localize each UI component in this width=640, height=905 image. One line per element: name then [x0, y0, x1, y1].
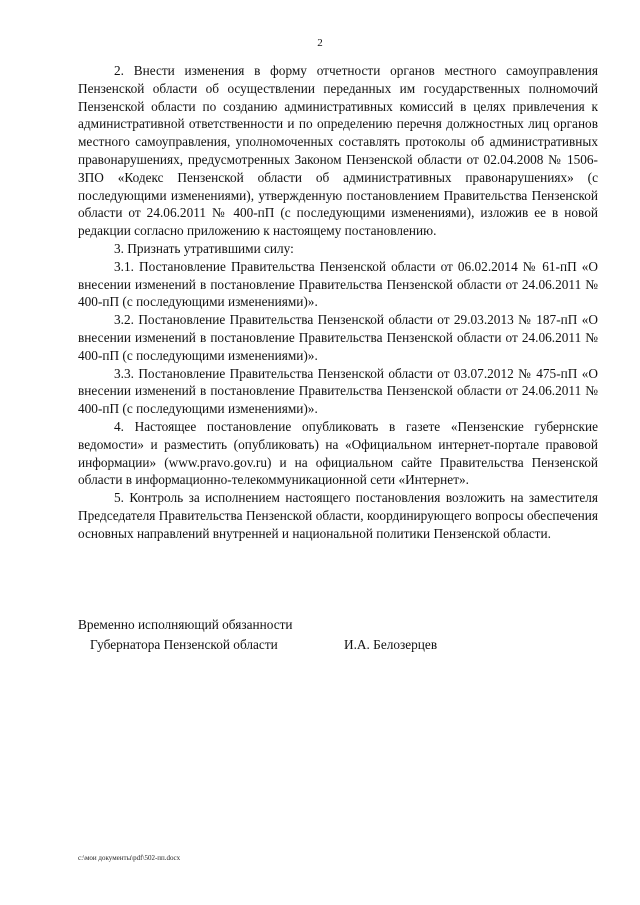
paragraph-4: 4. Настоящее постановление опубликовать в газете «Пензенские губернские ведомости» и разместить (опубликовать) на «Официальном интернет-портале правовой информации» (www.pravo.gov.ru) и на официальном сайте Правительства Пензенской области в информационно-телекоммуникационной сети «Интернет».	[78, 418, 598, 488]
document-body	[78, 62, 598, 543]
paragraph-5: 5. Контроль за исполнением настоящего постановления возложить на заместителя Председателя Правительства Пензенской области, координирующего вопросы обеспечения основных направлений внутренней и национальной политики Пензенской области.	[78, 490, 598, 541]
signature-block	[78, 615, 598, 655]
page-number: 2	[317, 37, 323, 49]
signatory-name: И.А. Белозерцев	[344, 637, 438, 652]
file-path-footer: c:\мои документы\pdf\502-пп.docx	[78, 854, 181, 862]
paragraph-3-3: 3.3. Постановление Правительства Пензенской области от 03.07.2012 № 475-пП «О внесении изменений в постановление Правительства Пензенской области от 24.06.2011 № 400-пП (с последующими изменениями)».	[78, 365, 598, 417]
signatory-role-line-2: Губернатора Пензенской области	[90, 637, 278, 652]
paragraph-3-1: 3.1. Постановление Правительства Пензенской области от 06.02.2014 № 61-пП «О внесении изменений в постановление Правительства Пензенской области от 24.06.2011 № 400-пП (с последующими изменениями)».	[78, 258, 598, 310]
signatory-role-line-1: Временно исполняющий обязанности	[78, 617, 293, 632]
paragraph-3-2: 3.2. Постановление Правительства Пензенской области от 29.03.2013 № 187-пП «О внесении изменений в постановление Правительства Пензенской области от 24.06.2011 № 400-пП (с последующими изменениями)».	[78, 312, 598, 363]
paragraph-2: 2. Внести изменения в форму отчетности органов местного самоуправления Пензенской области об осуществлении переданных им государственных полномочий Пензенской области по созданию административных комиссий в целях привлечения к административной ответственности и по определению перечня должностных лиц органов местного самоуправления, уполномоченных составлять протоколы об административных правонарушениях, предусмотренных Законом Пензенской области от 02.04.2008 № 1506-ЗПО «Кодекс Пензенской области об административных правонарушениях» (с последующими изменениями), утвержденную постановлением Правительства Пензенской области от 24.06.2011 № 400-пП (с последующими изменениями), изложив ее в новой редакции согласно приложению к настоящему постановлению.	[78, 63, 598, 239]
paragraph-3: 3. Признать утратившими силу:	[114, 240, 294, 256]
signatory-line-2	[78, 635, 598, 655]
